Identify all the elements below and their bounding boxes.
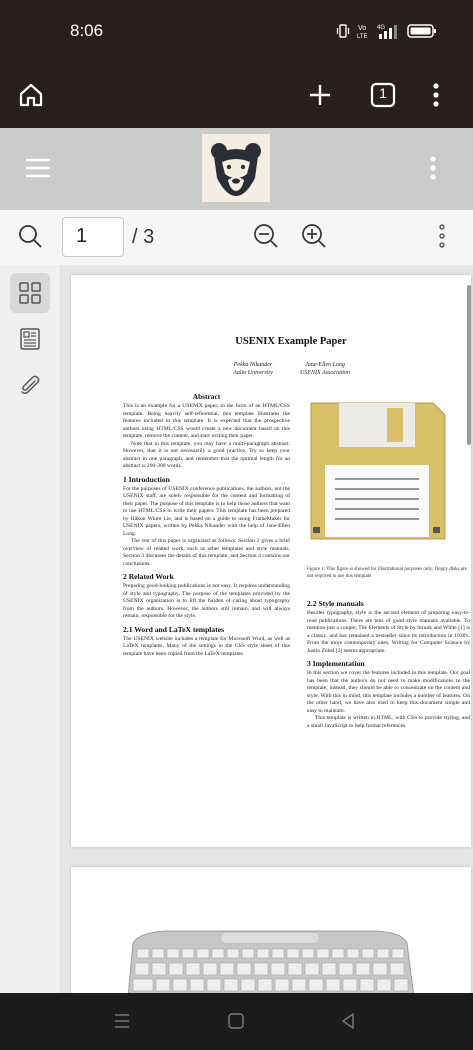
author-2 bbox=[289, 361, 361, 377]
hamburger-menu-icon bbox=[24, 154, 52, 182]
zoom-out-icon bbox=[252, 222, 280, 250]
author-2-affiliation: USENIX Association bbox=[299, 370, 351, 376]
vibrate-icon bbox=[335, 23, 351, 39]
thumbnails-icon bbox=[18, 281, 42, 305]
left-column bbox=[123, 392, 290, 658]
home-icon bbox=[17, 81, 45, 109]
page-number-input[interactable]: 1 bbox=[62, 217, 124, 257]
battery-icon bbox=[407, 23, 437, 39]
svg-text:LTE: LTE bbox=[357, 34, 368, 40]
home-square-icon bbox=[226, 1011, 246, 1031]
svg-text:4G: 4G bbox=[377, 25, 386, 31]
zoom-in-icon bbox=[300, 222, 328, 250]
bear-logo-icon bbox=[202, 134, 270, 202]
zoom-in-button[interactable] bbox=[300, 222, 328, 250]
status-time: 8:06 bbox=[70, 21, 104, 40]
pdf-page-2 bbox=[71, 867, 471, 993]
floppy-disk-icon bbox=[307, 399, 447, 541]
system-nav-bar bbox=[0, 993, 473, 1050]
outline-icon bbox=[18, 327, 42, 351]
app-bar bbox=[0, 128, 473, 210]
figure-caption: Figure 1: This figure is showed for illustrational purposes only; floppy disks are not required to use this template. bbox=[307, 567, 467, 579]
app-logo bbox=[202, 134, 270, 202]
abstract-paragraph-2: Note that in this template, you may have a multi-paragraph abstract. However, that it is not necessarily a good practice. Try to keep your abstract in one paragraph, and remember that the optimal length for an abstract is 200-300 words. bbox=[123, 440, 290, 469]
attachments-icon bbox=[18, 373, 42, 397]
browser-menu-button[interactable] bbox=[419, 78, 453, 112]
recents-menu-icon bbox=[112, 1011, 132, 1031]
home-button[interactable] bbox=[14, 78, 48, 112]
search-icon bbox=[16, 222, 44, 250]
recents-button[interactable] bbox=[112, 1011, 136, 1033]
sidebar-outline-button[interactable] bbox=[10, 319, 50, 359]
overflow-menu-icon bbox=[432, 82, 440, 108]
document-scrollbar[interactable] bbox=[467, 285, 471, 445]
back-button[interactable] bbox=[338, 1011, 360, 1033]
status-icons bbox=[335, 22, 437, 40]
new-tab-icon bbox=[307, 82, 333, 108]
section-1-heading: 1 Introduction bbox=[123, 474, 170, 484]
section-2-2-paragraph-1: Besides typography, style is the second element of preparing easy-to-read publications. There are tens of good style manuals available. To mention just a couple; The Elements of Style by Strunk and White [1] is a classic, and has remained a bestseller since its introduction in 1930's. From the more contemporary ones, Writing for Computer Science by Justin Zobel [2] seems appropriate. bbox=[307, 610, 470, 654]
author-2-name: Jane-Ellen Long bbox=[305, 362, 345, 368]
home-nav-button[interactable] bbox=[226, 1011, 248, 1033]
section-2-1-heading: 2.1 Word and LaTeX templates bbox=[123, 624, 225, 634]
hamburger-menu-button[interactable] bbox=[24, 154, 54, 184]
page-total: / 3 bbox=[132, 226, 155, 248]
zoom-out-button[interactable] bbox=[252, 222, 280, 250]
tab-count: 1 bbox=[379, 85, 387, 101]
abstract-heading: Abstract bbox=[192, 392, 221, 401]
section-3-paragraph-1: In this section we cover the features included in this template. Our goal has been that the authors do not need to make modifications to the template; instead, they should be able to concentrate on the content and style. With this in mind, this template includes a number of features. On the other hand, we have also tried to keep this document simple and easy to maintain. bbox=[307, 670, 470, 714]
section-2-1-paragraph-1: The USENIX website includes a template for Microsoft Word, as well as LaTeX templates. Many of the settings in the CSS style sheet of this template have been copied from the LaTeX templates. bbox=[123, 635, 290, 657]
app-overflow-icon bbox=[427, 154, 439, 182]
section-1-paragraph-2: The rest of this paper is organized as follows. Section 2 gives a brief overview of related work, such as other templates and style manuals. Section 3 discusses the details of this template, and Section 4 contains our conclusions. bbox=[123, 538, 290, 567]
viewer-menu-button[interactable] bbox=[436, 223, 448, 251]
sidebar-thumbnails-button[interactable] bbox=[10, 273, 50, 313]
figure-floppy-disk bbox=[307, 399, 447, 541]
sidebar-attachments-button[interactable] bbox=[10, 365, 50, 405]
new-tab-button[interactable] bbox=[303, 78, 337, 112]
author-1-affiliation: Aalto University bbox=[233, 370, 273, 376]
viewer-overflow-icon bbox=[436, 223, 448, 249]
4g-signal-icon bbox=[377, 22, 401, 40]
document-area[interactable] bbox=[61, 265, 473, 993]
back-triangle-icon bbox=[338, 1011, 358, 1031]
section-2-2-heading: 2.2 Style manuals bbox=[307, 599, 364, 608]
search-button[interactable] bbox=[16, 222, 46, 252]
section-1-paragraph-1: For the purposes of USENIX conference publications, the authors, not the USENIX staff, are solely responsible for the content and formatting of their paper. The purpose of this template is to help those authors that want to use HTML/CSS to write their papers. This template has been prepared by Håkon Wium Lie, and is based on a guide to using FrameMaker for USENIX papers, written by Pekka Nikander with the help of Jane-Ellen Long. bbox=[123, 485, 290, 537]
section-2-heading: 2 Related Work bbox=[123, 572, 174, 581]
author-1-name: Pekka Nikander bbox=[233, 362, 273, 368]
app-menu-button[interactable] bbox=[427, 154, 439, 184]
section-2-paragraph-1: Preparing good-looking publications is not easy. It requires understanding of style and typography. The purpose of the templates provided by the USENIX organization is to lift the burden of caring about typography from the authors. However, the authors still remain, and will always remain, responsible for the style. bbox=[123, 583, 290, 619]
author-1 bbox=[227, 361, 279, 377]
status-bar bbox=[0, 0, 473, 62]
section-3-paragraph-2: This template is written in HTML, with CSS to provide styling, and a small JavaScript to help format references. bbox=[307, 715, 470, 729]
paper-title: USENIX Example Paper bbox=[235, 336, 347, 347]
pdf-viewer-toolbar bbox=[0, 210, 473, 266]
viewer-sidebar bbox=[0, 265, 61, 993]
abstract-paragraph-1: This is an example for a USENIX paper, in the form of an HTML/CSS template. Being heavily self-referential, this template illustrates the features included in this template. It is expected that the prospective authors using HTML/CSS would create a new document based on this template, remove the content, and start writing their paper. bbox=[123, 403, 290, 439]
browser-toolbar bbox=[0, 62, 473, 128]
tab-switcher-button[interactable] bbox=[366, 78, 400, 112]
volte-icon bbox=[357, 22, 371, 40]
section-3-heading: 3 Implementation bbox=[307, 659, 365, 668]
right-column bbox=[307, 599, 470, 730]
pdf-page-1 bbox=[71, 275, 471, 847]
keyboard-image bbox=[71, 923, 471, 993]
svg-text:Vo: Vo bbox=[358, 25, 367, 32]
